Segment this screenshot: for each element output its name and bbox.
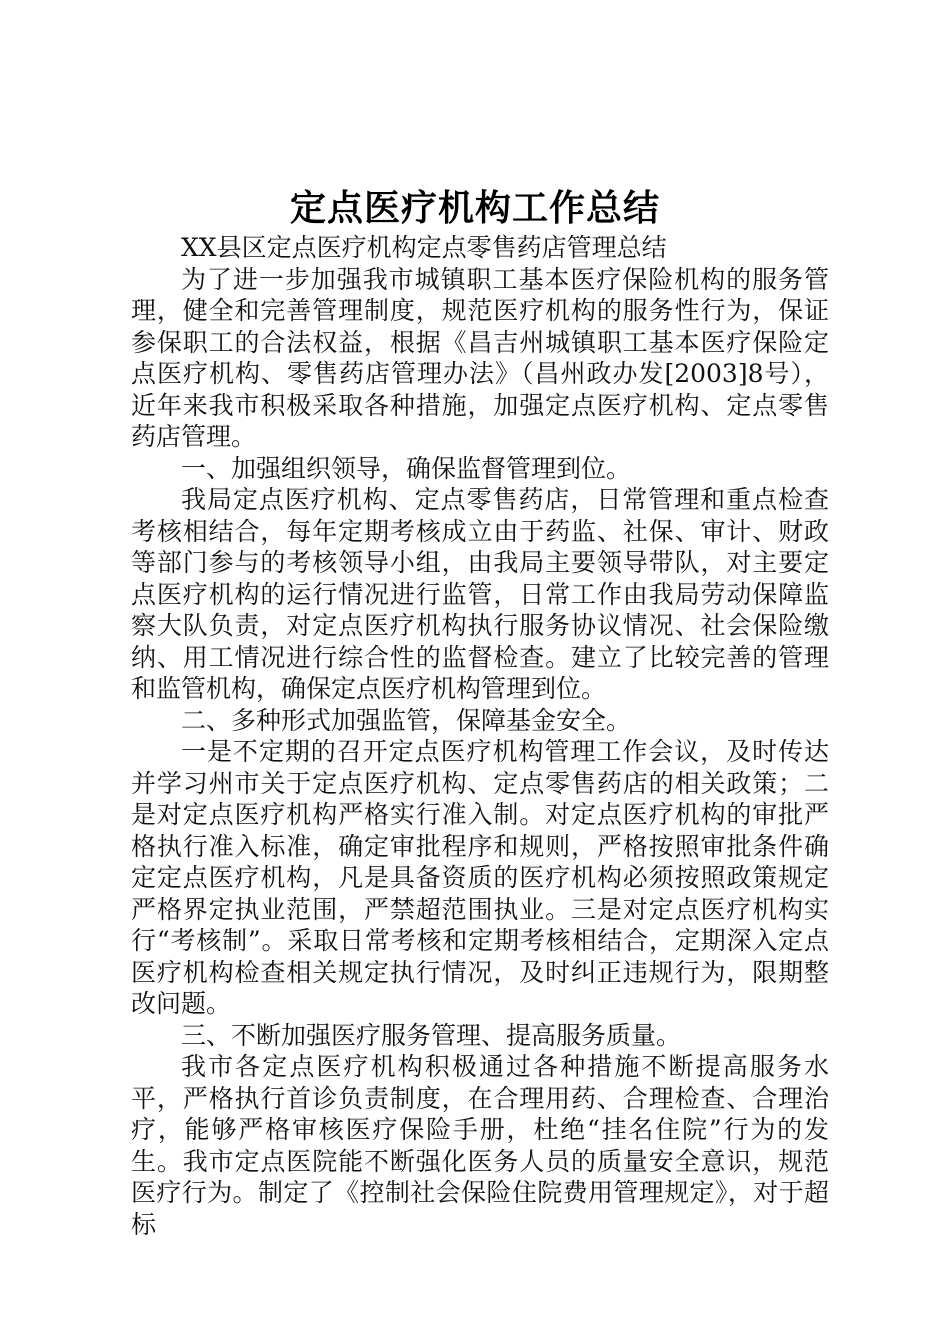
- section-heading-2: 二、多种形式加强监管，保障基金安全。: [181, 705, 632, 735]
- paragraph-section-1: 我局定点医疗机构、定点零售药店，日常管理和重点检查考核相结合，每年定期考核成立由于药监、社保、审计、财政等部门参与的考核领导小组，由我局主要领导带队，对主要定点医疗机构的运行情况进行监管，日常工作由我局劳动保障监察大队负责，对定点医疗机构执行服务协议情况、社会保险缴纳、用工情况进行综合性的监督检查。建立了比较完善的管理和监管机构，确保定点医疗机构管理到位。: [131, 485, 829, 703]
- document-body: [131, 232, 829, 1240]
- paragraph-subtitle: XX县区定点医疗机构定点零售药店管理总结: [181, 233, 667, 262]
- section-heading-1: 一、加强组织领导，确保监督管理到位。: [181, 453, 632, 483]
- section-heading-3: 三、不断加强医疗服务管理、提高服务质量。: [181, 1020, 682, 1050]
- document-title: 定点医疗机构工作总结: [289, 187, 660, 229]
- paragraph-intro: 为了进一步加强我市城镇职工基本医疗保险机构的服务管理，健全和完善管理制度，规范医疗机构的服务性行为，保证参保职工的合法权益，根据《昌吉州城镇职工基本医疗保险定点医疗机构、零售药店管理办法》（昌州政办发[2003]8号），近年来我市积极采取各种措施，加强定点医疗机构、定点零售药店管理。: [131, 264, 829, 451]
- paragraph-section-3: 我市各定点医疗机构积极通过各种措施不断提高服务水平，严格执行首诊负责制度，在合理用药、合理检查、合理治疗，能够严格审核医疗保险手册，杜绝“挂名住院”行为的发生。我市定点医院能不断强化医务人员的质量安全意识，规范医疗行为。制定了《控制社会保险住院费用管理规定》，对于超标: [131, 1052, 829, 1239]
- paragraph-section-2: 一是不定期的召开定点医疗机构管理工作会议，及时传达并学习州市关于定点医疗机构、定点零售药店的相关政策；二是对定点医疗机构严格实行准入制。对定点医疗机构的审批严格执行准入标准，确定审批程序和规则，严格按照审批条件确定定点医疗机构，凡是具备资质的医疗机构必须按照政策规定严格界定执业范围，严禁超范围执业。三是对定点医疗机构实行“考核制”。采取日常考核和定期考核相结合，定期深入定点医疗机构检查相关规定执行情况，及时纠正违规行为，限期整改问题。: [131, 737, 829, 1018]
